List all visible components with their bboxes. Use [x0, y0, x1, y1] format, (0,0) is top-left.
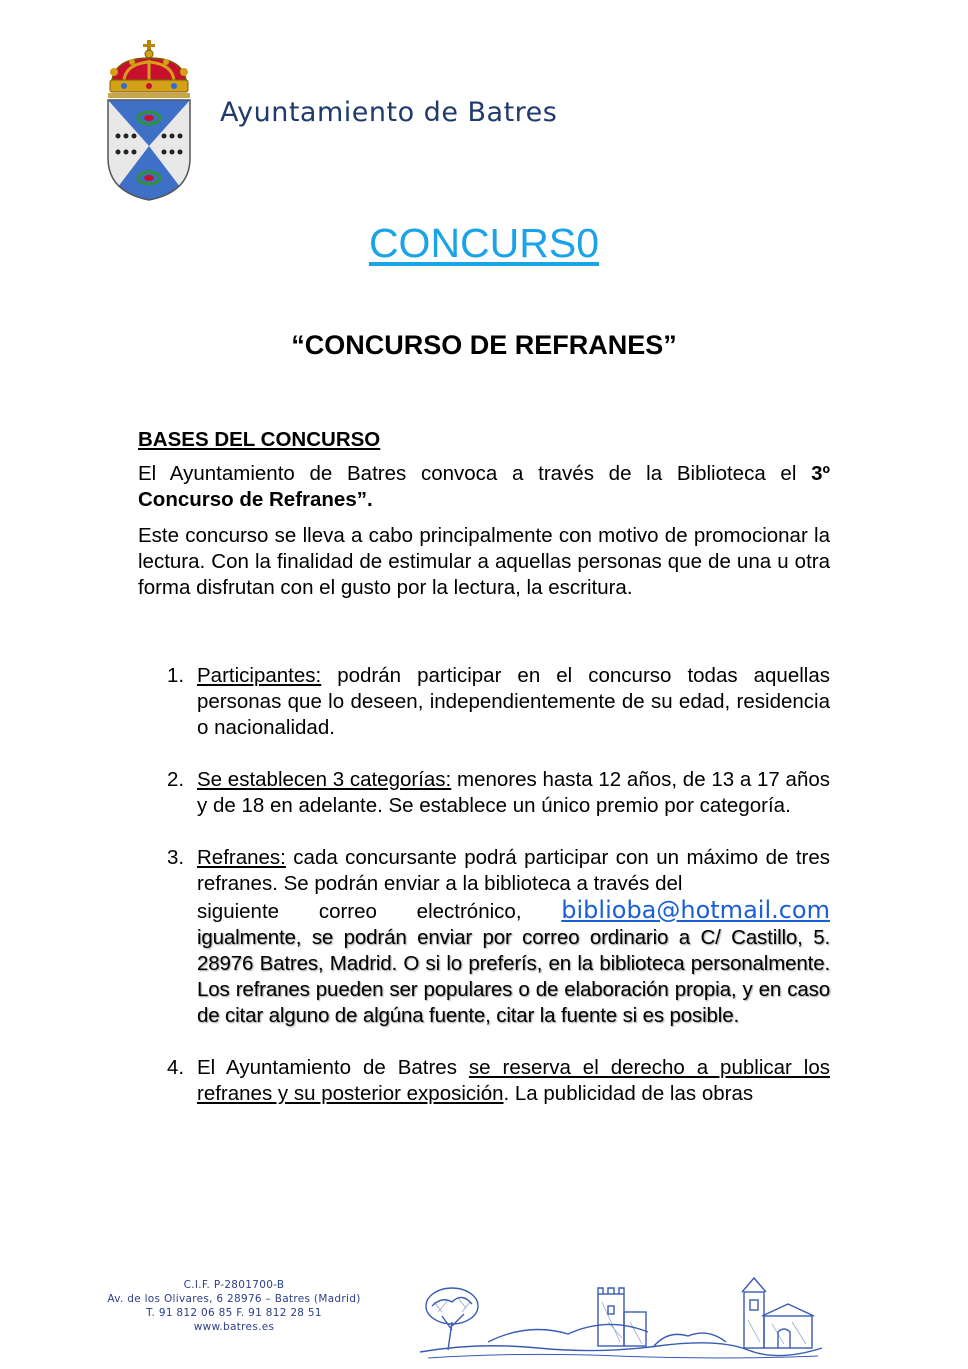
footer-address: Av. de los Olivares, 6 28976 – Batres (Madrid) [107, 1293, 361, 1305]
purpose-paragraph: Este concurso se lleva a cabo principalmente con motivo de promocionar la lectura. Con la finalidad de estimular a aquellas personas que de una u otra forma disfrutan con el gusto por la lectura, la escritura. [138, 524, 830, 599]
email-intro: siguiente correo electrónico, [197, 900, 522, 923]
rule-number: 4. [167, 1056, 185, 1079]
intro-text: El Ayuntamiento de Batres convoca a través de la Biblioteca el [138, 462, 812, 485]
rule-text: cada concursante podrá participar con un máximo de tres refranes. Se podrán enviar a la biblioteca a través del [197, 846, 830, 895]
footer-contact [88, 1278, 380, 1334]
footer-website: www.batres.es [193, 1321, 275, 1333]
village-landscape-icon [418, 1272, 824, 1362]
rule-number: 1. [167, 664, 185, 687]
rule-label: se reserva el derecho a publicar los refranes y su posterior exposición [197, 1056, 830, 1105]
rule-number: 3. [167, 846, 185, 869]
rule-number: 2. [167, 768, 185, 791]
intro-paragraph [138, 461, 830, 513]
list-item [138, 767, 830, 819]
document-body [138, 427, 830, 1133]
bases-heading: BASES DEL CONCURSO [138, 428, 381, 451]
rules-list [138, 663, 830, 1107]
rule-text: . La publicidad de las obras [503, 1082, 754, 1105]
rule-text-before: El Ayuntamiento de Batres [197, 1056, 469, 1079]
list-item [138, 845, 830, 1029]
rule-text: menores hasta 12 años, de 13 a 17 años y de 18 en adelante. Se establece un único premio por categoría. [197, 768, 830, 817]
list-item [138, 1055, 830, 1107]
organization-name: Ayuntamiento de Batres [220, 97, 558, 128]
rule-label: Refranes: [197, 846, 286, 869]
rule-label: Participantes: [197, 664, 322, 687]
email-link[interactable]: biblioba@hotmail.com [561, 896, 830, 924]
page-title: CONCURS0 [368, 220, 600, 266]
footer-cif: C.I.F. P-2801700-B [183, 1279, 285, 1291]
intro-contest-name: 3º Concurso de Refranes”. [138, 462, 830, 511]
email-line [197, 897, 830, 925]
list-item [138, 663, 830, 741]
footer-phones: T. 91 812 06 85 F. 91 812 28 51 [146, 1307, 322, 1319]
contest-subtitle: “CONCURSO DE REFRANES” [291, 330, 677, 360]
rule-text: podrán participar en el concurso todas aquellas personas que lo deseen, independientemente de su edad, residencia o nacionalidad. [197, 664, 830, 739]
rule-text-continued: igualmente, se podrán enviar por correo ordinario a C/ Castillo, 5. 28976 Batres, Madrid. O si lo preferís, en la biblioteca personalmente. Los refranes pueden ser populares o de elaboración propia, y en caso de citar alguno de algúna fuente, citar la fuente si es posible. [197, 926, 830, 1027]
coat-of-arms-icon [104, 40, 194, 202]
rule-label: Se establecen 3 categorías: [197, 768, 452, 791]
